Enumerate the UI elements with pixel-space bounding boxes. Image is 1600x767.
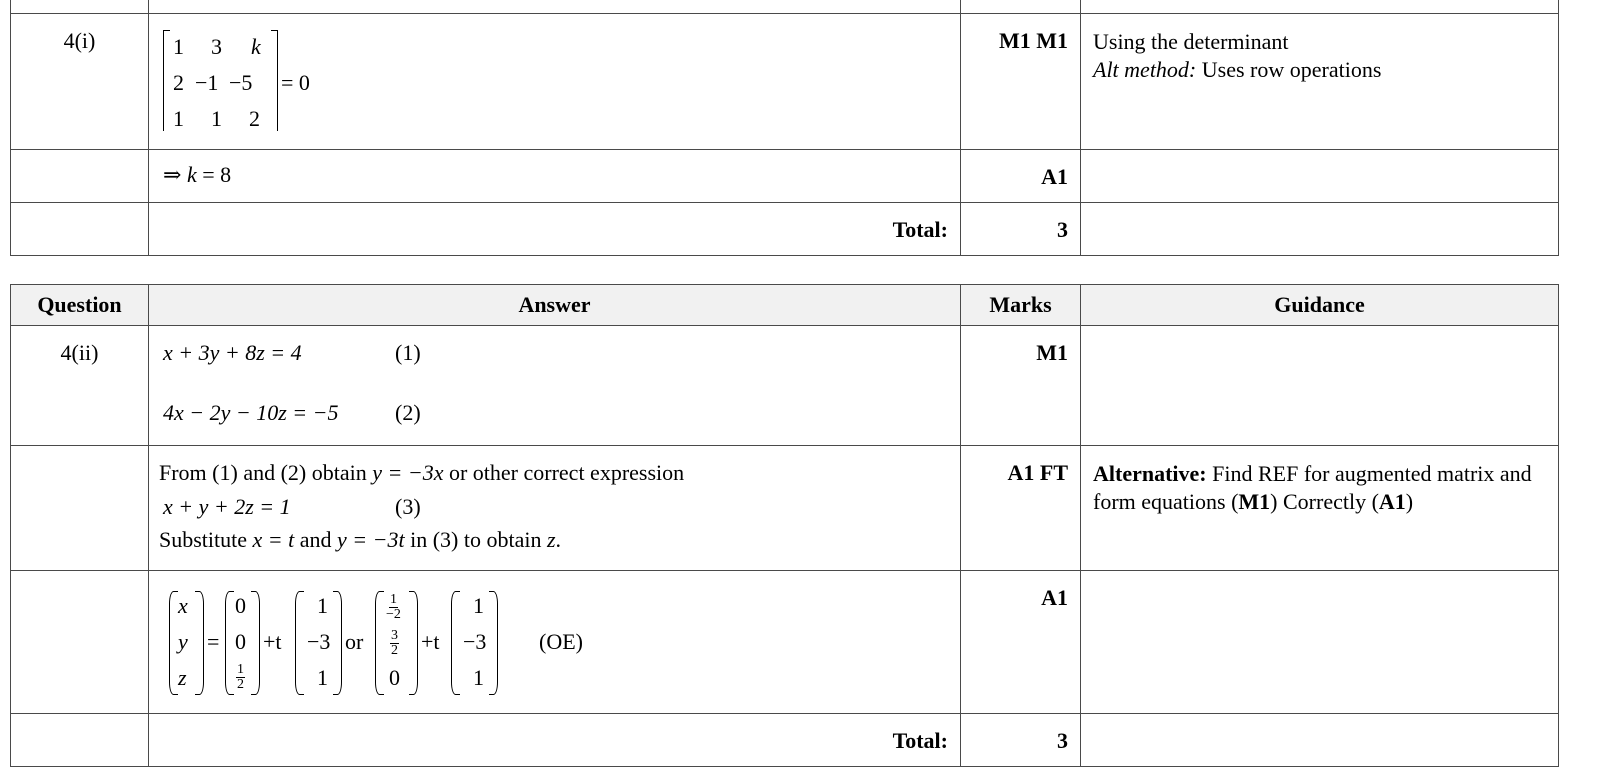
determinant bbox=[163, 28, 311, 132]
marks-cell: M1 bbox=[961, 326, 1081, 446]
guidance-cell: Alternative: Find REF for augmented matrix and form equations (M1) Correctly (A1) bbox=[1081, 446, 1559, 571]
equation-2-tag: (2) bbox=[395, 400, 421, 425]
header-answer: Answer bbox=[149, 285, 961, 326]
table-row bbox=[11, 571, 1559, 714]
equation-1: x + 3y + 8z = 4 bbox=[163, 340, 302, 365]
table-row bbox=[11, 446, 1559, 571]
equation-2: 4x − 2y − 10z = −5 bbox=[163, 400, 339, 425]
question-number: 4(i) bbox=[11, 14, 149, 150]
total-value: 3 bbox=[961, 714, 1081, 767]
fraction: $\frac{3}{2}$ bbox=[391, 628, 398, 658]
vector-cell: z bbox=[178, 665, 187, 690]
total-label: Total: bbox=[149, 714, 961, 767]
plus-t: +t bbox=[263, 629, 282, 654]
vector-cell: 0 bbox=[235, 629, 246, 654]
guidance-line: Using the determinant bbox=[1093, 29, 1289, 54]
marks-cell: A1 FT bbox=[961, 446, 1081, 571]
equation-3: x + y + 2z = 1 bbox=[163, 494, 291, 519]
total-value: 3 bbox=[961, 203, 1081, 256]
answer-cell bbox=[149, 571, 961, 714]
guidance-cell bbox=[1081, 14, 1559, 150]
vector-cell: 1 bbox=[473, 593, 484, 618]
matrix-cell: 3 bbox=[211, 34, 222, 59]
equation-1-tag: (1) bbox=[395, 340, 421, 365]
header-guidance: Guidance bbox=[1081, 285, 1559, 326]
matrix-cell: −1 bbox=[195, 70, 219, 95]
marks-cell: M1 M1 bbox=[961, 14, 1081, 150]
header-question: Question bbox=[11, 285, 149, 326]
answer-k: ⇒ k = 8 bbox=[163, 162, 232, 187]
question-number: 4(ii) bbox=[11, 326, 149, 446]
matrix-cell: 1 bbox=[173, 34, 184, 59]
answer-line: From (1) and (2) obtain y = −3x or other correct expression bbox=[159, 460, 685, 485]
vector-cell: 0 bbox=[235, 593, 246, 618]
table-row bbox=[11, 326, 1559, 446]
vector-cell: −3 bbox=[463, 629, 487, 654]
plus-t: +t bbox=[421, 629, 440, 654]
vector-cell: 0 bbox=[389, 665, 400, 690]
answer-cell bbox=[149, 446, 961, 571]
table-row bbox=[11, 14, 1559, 150]
matrix-cell: 1 bbox=[211, 106, 222, 131]
mark-scheme-table-4ii bbox=[10, 284, 1559, 767]
or-text: or bbox=[345, 629, 364, 654]
answer-cell bbox=[149, 14, 961, 150]
matrix-cell: 2 bbox=[249, 106, 260, 131]
vector-cell: 1 bbox=[317, 593, 328, 618]
vector-cell: 1 bbox=[317, 665, 328, 690]
table-row bbox=[11, 203, 1559, 256]
total-label: Total: bbox=[149, 203, 961, 256]
vector-cell: y bbox=[178, 629, 188, 654]
fraction: $\frac{1}{2}$ bbox=[237, 662, 244, 692]
equation-3-tag: (3) bbox=[395, 494, 421, 519]
mark-scheme-table-4i bbox=[10, 0, 1559, 256]
vector-cell: −3 bbox=[307, 629, 331, 654]
vector-equation bbox=[169, 591, 629, 695]
vector-cell: x bbox=[178, 593, 188, 618]
equals-zero: = 0 bbox=[281, 70, 310, 95]
equals-sign: = bbox=[207, 629, 220, 654]
table-row bbox=[11, 0, 1559, 14]
fraction: $\frac{1}{-2}$ bbox=[386, 592, 401, 622]
header-marks: Marks bbox=[961, 285, 1081, 326]
matrix-cell: 1 bbox=[173, 106, 184, 131]
vector-cell: 1 bbox=[473, 665, 484, 690]
matrix-cell: −5 bbox=[229, 70, 253, 95]
guidance-alt: Alt method: Uses row operations bbox=[1093, 57, 1382, 82]
marks-cell: A1 bbox=[961, 571, 1081, 714]
table-row bbox=[11, 150, 1559, 203]
answer-cell bbox=[149, 150, 961, 203]
matrix-cell: 2 bbox=[173, 70, 184, 95]
table-row bbox=[11, 714, 1559, 767]
answer-line: Substitute x = t and y = −3t in (3) to obtain z. bbox=[159, 527, 562, 552]
header-row bbox=[11, 285, 1559, 326]
matrix-cell: k bbox=[251, 34, 261, 59]
marks-cell: A1 bbox=[961, 150, 1081, 203]
answer-cell bbox=[149, 326, 961, 446]
oe-label: (OE) bbox=[539, 629, 583, 654]
